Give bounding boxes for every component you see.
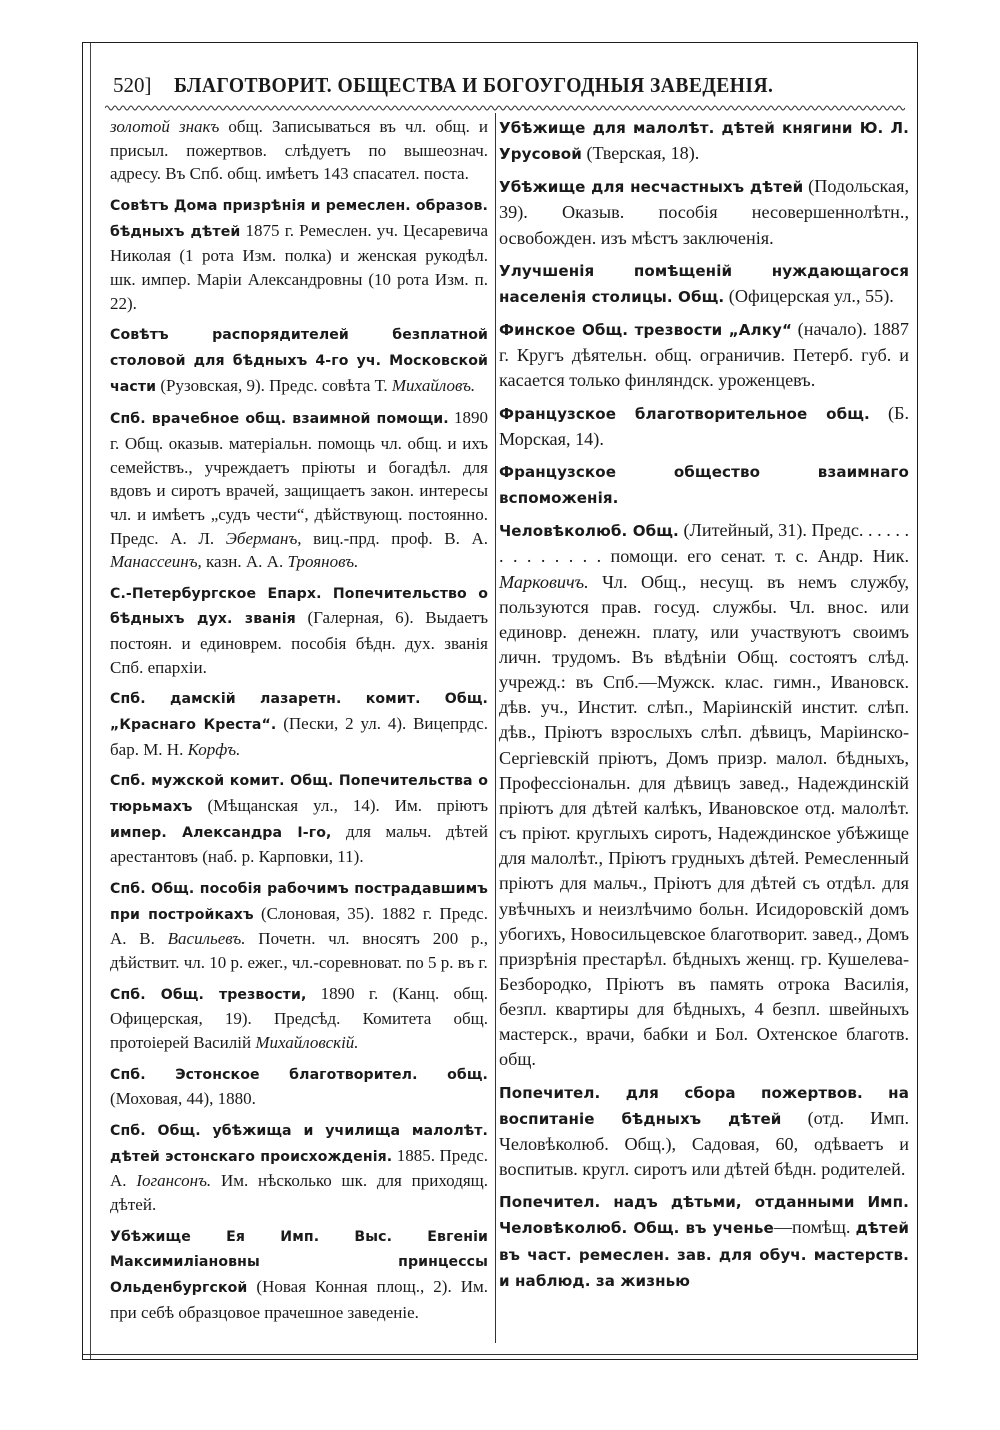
entry-heading: Французское благотворительное общ. [499,404,870,423]
entry-text: (Пески, 2 ул. 4). Вицепрдс. бар. М. Н. [110,714,488,759]
entry-text: (Литейный, 31). Предс. . . . . . . . . . . . . . помощи. его сенат. т. с. Андр. Ник. [499,520,909,567]
entry-text: 1875 г. Ремеслен. уч. Цесаревича Николая (1 рота Изм. полка) и женская рукодѣл. шк. импер. Маріи Александровны (10 рота Изм. п. 22). [110,220,488,313]
directory-entry [110,768,488,869]
entry-heading: Человѣколюб. Общ. [499,522,679,541]
entry-heading: С.-Петербургское Епарх. Попечительство о бѣдныхъ дух. званія [110,585,488,628]
left-column [110,115,488,1331]
entry-heading: Попечител. для сбора пожертвов. на воспитаніе бѣдныхъ дѣтей [499,1083,909,1128]
directory-entry [110,322,488,399]
entry-text: виц.-прд. проф. В. А. [301,528,488,548]
entry-text: (Слоновая, 35). 1882 г. Предс. А. В. [110,903,488,949]
entry-heading: импер. Александра I-го, [110,824,332,841]
entry-name: Корфъ. [187,739,241,759]
directory-entry [499,1189,909,1294]
entry-text: Почетн. чл. вносятъ 200 р., дѣйствит. чл. 10 р. ежег., чл.-соревноват. по 5 р. въ г. [110,929,488,972]
entry-heading: дѣтей въ част. ремеслен. зав. для обуч. мастерств. и наблюд. за жизнью [499,1219,909,1290]
directory-entry [499,1080,909,1183]
entry-text: (Офицерская ул., 55). [724,285,894,306]
entry-heading: Попечител. надъ дѣтьми, отданными Имп. Человѣколюб. Общ. въ ученье [499,1193,909,1238]
entry-name: золотой знакъ [110,117,220,136]
entry-text: (Мѣщанская ул., 14). Им. пріютъ [192,796,488,816]
entry-text: (Галерная, 6). Выдаетъ постоян. и единоврем. пособія бѣдн. дух. званія Спб. епархіи. [110,608,488,677]
directory-entry [499,115,909,167]
right-column [499,115,909,1301]
entry-heading: Французское общество взаимнаго вспоможенія. [499,462,909,508]
directory-entry [499,258,909,310]
column-divider [495,113,496,1343]
directory-entry [110,982,488,1055]
entry-heading: Финское Общ. трезвости „Алку“ [499,321,792,340]
entry-name: Михайловскій. [255,1032,359,1052]
entry-name: Трояновъ. [287,552,359,572]
entry-text: (Б. Морская, 14). [499,402,909,449]
entry-text: (Моховая, 44), 1880. [110,1089,256,1109]
entry-text: Им. нѣсколько шк. для приходящ. дѣтей. [110,1171,489,1214]
entry-heading: Спб. дамскій лазаретн. комит. Общ. „Краснаго Креста“. [110,691,488,734]
entry-heading: Спб. врачебное общ. взаимной помощи. [110,411,449,428]
directory-entry [110,1062,488,1111]
entry-heading: Убѣжище Ея Имп. Выс. Евгеніи Максимиліановны принцессы Ольденбургской [110,1228,488,1296]
entry-text: (Рузовская, 9). Предс. совѣта Т. [156,375,392,395]
directory-entry [499,174,909,250]
entry-text: (Новая Конная площ., 2). Им. при себѣ образцовое прачешное заведеніе. [110,1276,488,1322]
entry-name: Михайловъ. [391,375,476,395]
entry-heading: Спб. мужской комит. Общ. Попечительства о тюрьмахъ [110,773,488,816]
page-number: 520] [113,73,152,97]
entry-text: казн. А. А. [201,552,288,572]
directory-entry [110,193,488,315]
entry-heading: Убѣжище для малолѣт. дѣтей княгини Ю. Л. Урусовой [499,119,909,164]
decorative-wavy-rule [105,103,905,113]
entry-name: Манассеинъ, [110,552,202,572]
entry-text: (начало). 1887 г. Кругъ дѣятельн. общ. ограничив. Петерб. губ. и касается только финляндск. уроженцевъ. [499,319,909,391]
directory-entry [110,876,488,975]
entry-name: Марковичъ. [499,571,589,592]
entry-text: 1890 г. (Канц. общ. Офицерская, 19). Предсѣд. Комитета общ. протоіерей Василій [110,983,489,1052]
entry-name: Іогансонъ. [136,1171,212,1191]
page-frame [82,42,918,1360]
entry-text: 1890 г. Общ. оказыв. матеріальн. помощь чл. общ. и ихъ семействъ., учреждаетъ пріюты и богадѣл. для вдовъ и сиротъ врачей, защищаетъ закон. интересы чл. и имѣетъ „судъ чести“, дѣйствующ. постоянно. Предс. А. Л. [110,408,489,548]
entry-text: общ. Записываться въ чл. общ. и присыл. пожертвов. слѣдуетъ по вышеознач. адресу. Въ Спб. общ. имѣетъ 143 спасател. поста. [110,117,488,184]
directory-entry [110,1224,488,1325]
entry-heading: Спб. Общ. трезвости, [110,986,307,1003]
entry-heading: Совѣтъ распорядителей безплатной столовой для бѣдныхъ 4-го уч. Московской части [110,327,488,395]
directory-entry [499,317,909,393]
entry-text: Чл. Общ., несущ. въ немъ службу, пользуются прав. госуд. службы. Чл. внос. или единовр. денежн. плату, или участвуютъ своимъ личн. трудомъ. Въ вѣдѣніи Общ. состоятъ слѣд. учрежд.: въ Спб.—Мужск. клас. гимн., Ивановск. дѣв. уч., Инстит. слѣп., Маріинскій инстит. слѣп. дѣв., Пріютъ взрослыхъ слѣп. дѣвицъ, Маріинско-Сергіевскій пріютъ, Домъ призр. малол. бѣдныхъ, Профессіональн. для дѣвицъ завед., Надеждинскій пріютъ для дѣтей калѣкъ, Ивановское отд. малолѣт. съ пріют. круглыхъ сиротъ, Надеждинское убѣжище для малолѣт., Пріютъ грудныхъ дѣтей. Ремесленный пріютъ для мальч., Пріютъ для дѣтей съ отдѣл. для увѣчныхъ и неизлѣчимо больн. Исидоровскій домъ убогихъ, Новосильцевское благотворит. завед., Домъ призрѣнія престарѣл. бѣдныхъ женщ. гр. Кушелева-Безбородко, Пріютъ въ память отрока Василія, безпл. квартиры для бѣдныхъ, 4 безпл. швейныхъ мастерск., врачи, бабки и Бол. Охтенское благотв. общ. [499,571,909,1070]
directory-entry [110,406,488,574]
directory-entry [499,459,909,511]
entry-text: 1885. Предс. А. [110,1145,488,1191]
entry-text: (Подольская, 39). Оказыв. пособія несовершеннолѣтн., освобожден. изъ мѣстъ заключенія. [499,176,909,248]
entry-heading: Улучшенія помѣщеній нуждающагося населенія столицы. Общ. [499,261,909,306]
running-title: БЛАГОТВОРИТ. ОБЩЕСТВА И БОГОУГОДНЫЯ ЗАВЕДЕНІЯ. [174,73,774,97]
directory-entry [110,1118,488,1217]
entry-text: —помѣщ. [773,1217,856,1238]
directory-entry [110,115,488,186]
entry-name: Эберманъ, [225,528,302,548]
entry-text: для мальч. дѣтей арестантовъ (наб. р. Карповки, 11). [110,821,489,867]
entry-text: (Тверская, 18). [581,143,700,164]
entry-heading: Спб. Общ. убѣжища и училища малолѣт. дѣтей эстонскаго происхожденія. [110,1122,488,1165]
bottom-rule [83,1354,917,1355]
inner-margin-rule [90,43,91,1359]
entry-heading: Спб. Эстонское благотворител. общ. [110,1066,488,1083]
entry-heading: Совѣтъ Дома призрѣнія и ремеслен. образов. бѣдныхъ дѣтей [110,197,488,240]
entry-heading: Спб. Общ. пособія рабочимъ пострадавшимъ при постройкахъ [110,881,488,923]
entry-heading: Убѣжище для несчастныхъ дѣтей [499,178,804,197]
page-header [113,73,903,99]
directory-entry [499,401,909,452]
directory-entry [110,581,488,680]
entry-text: (отд. Имп. Человѣколюб. Общ.), Садовая, 60, одѣваетъ и воспитыв. кругл. сиротъ или дѣтей бѣдн. родителей. [499,1107,909,1180]
directory-entry [110,686,488,761]
entry-name: Васильевъ. [167,929,246,949]
directory-entry [499,518,909,1072]
